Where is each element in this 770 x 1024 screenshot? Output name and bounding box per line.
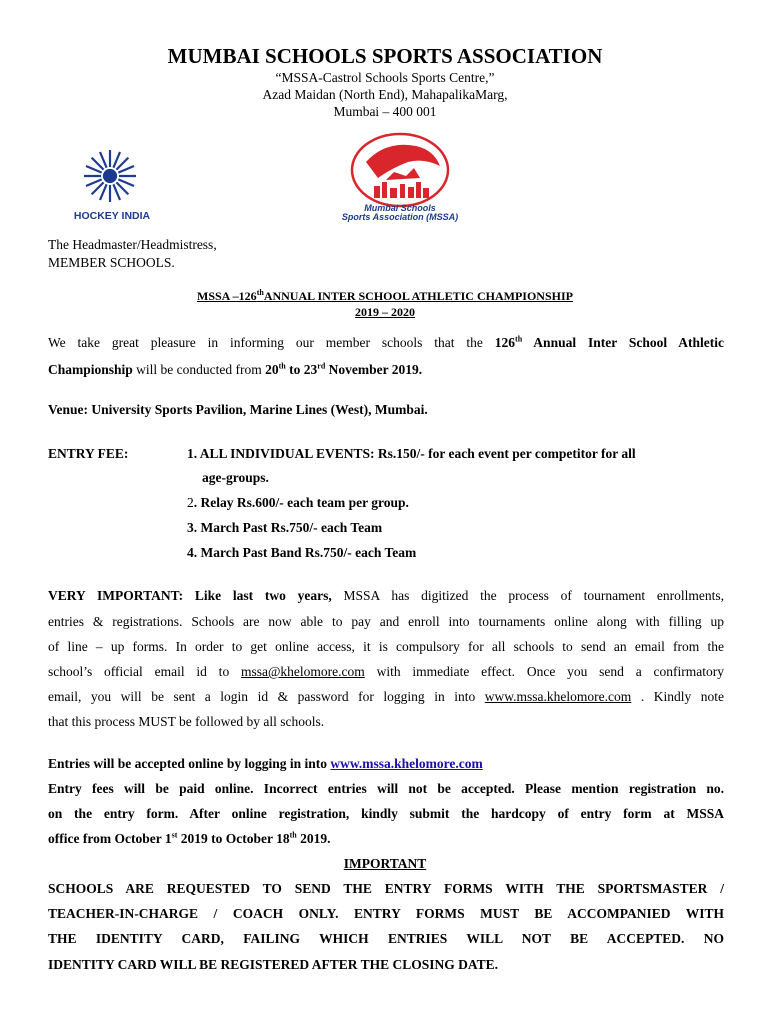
mssa-logo-text-line1: Mumbai Schools <box>364 203 436 213</box>
website-link-1[interactable]: www.mssa.khelomore.com <box>484 689 632 704</box>
online-line-4: office from October 1st 2019 to October 18th 2019. <box>48 830 331 846</box>
email-link[interactable]: mssa@khelomore.com <box>241 664 365 679</box>
online-line-2: Entry fees will be paid online. Incorrect entries will not be accepted. Please mention registration no. <box>48 781 724 796</box>
important-para-line-6: that this process MUST be followed by all schools. <box>48 714 325 729</box>
online-line-1: Entries will be accepted online by logging in into www.mssa.khelomore.com <box>48 756 483 771</box>
mssa-logo-text-line2: Sports Association (MSSA) <box>341 212 459 222</box>
recipient-line-2: MEMBER SCHOOLS. <box>48 255 175 270</box>
important-para-line-2: entries & registrations. Schools are now able to pay and enroll into tournaments online along with filling up <box>48 614 724 629</box>
subject-line-2: 2019 – 2020 <box>355 305 415 319</box>
hockey-india-logo <box>62 148 162 226</box>
entry-fee-label: ENTRY FEE: <box>48 446 129 461</box>
mssa-logo-text <box>316 204 484 222</box>
page-title: MUMBAI SCHOOLS SPORTS ASSOCIATION <box>167 44 603 68</box>
important-para-line-4: school’s official email id to mssa@khelomore.com with immediate effect. Once you send a confirmatory <box>48 664 724 679</box>
important-para-line-3: of line – up forms. In order to get online access, it is compulsory for all schools to send an email from the <box>48 639 724 654</box>
important-section-line-3: THE IDENTITY CARD, FAILING WHICH ENTRIES WILL NOT BE ACCEPTED. NO <box>48 931 724 946</box>
mssa-emblem-icon <box>316 132 484 210</box>
recipient-line-1: The Headmaster/Headmistress, <box>48 237 217 252</box>
important-section-line-4: IDENTITY CARD WILL BE REGISTERED AFTER THE CLOSING DATE. <box>48 957 498 972</box>
intro-line-1: We take great pleasure in informing our member schools that the 126th Annual Inter School Athletic <box>48 334 724 350</box>
venue-text: Venue: University Sports Pavilion, Marine Lines (West), Mumbai. <box>48 402 428 417</box>
hockey-india-text: HOCKEY INDIA <box>73 210 151 222</box>
entry-fee-item-2: 2. Relay Rs.600/- each team per group. <box>187 495 409 510</box>
online-line-3: on the entry form. After online registration, kindly submit the hardcopy of entry form at MSSA <box>48 806 724 821</box>
subject-line-1: MSSA –126thANNUAL INTER SCHOOL ATHLETIC CHAMPIONSHIP <box>197 288 573 303</box>
important-section-line-1: SCHOOLS ARE REQUESTED TO SEND THE ENTRY FORMS WITH THE SPORTSMASTER / <box>48 881 724 896</box>
mssa-logo <box>316 132 484 224</box>
important-para-line-5: email, you will be sent a login id & password for logging in into www.mssa.khelomore.com . Kindly note <box>48 689 724 704</box>
address-line-1: “MSSA-Castrol Schools Sports Centre,” <box>275 70 495 85</box>
important-section-line-2: TEACHER-IN-CHARGE / COACH ONLY. ENTRY FORMS MUST BE ACCOMPANIED WITH <box>48 906 724 921</box>
important-heading: IMPORTANT <box>343 856 427 871</box>
entry-fee-item-4: 4. March Past Band Rs.750/- each Team <box>187 545 417 560</box>
address-line-3: Mumbai – 400 001 <box>333 104 437 119</box>
entry-fee-item-1a: 1. ALL INDIVIDUAL EVENTS: Rs.150/- for each event per competitor for all <box>187 446 636 461</box>
important-para-line-1: VERY IMPORTANT: Like last two years, MSSA has digitized the process of tournament enrollments, <box>48 588 725 603</box>
entry-fee-item-1b: age-groups. <box>202 470 269 485</box>
entry-fee-item-3: 3. March Past Rs.750/- each Team <box>187 520 383 535</box>
intro-line-2: Championship will be conducted from 20th to 23rd November 2019. <box>48 361 423 377</box>
website-link-2[interactable]: www.mssa.khelomore.com <box>330 756 483 771</box>
address-line-2: Azad Maidan (North End), MahapalikaMarg, <box>262 87 508 102</box>
